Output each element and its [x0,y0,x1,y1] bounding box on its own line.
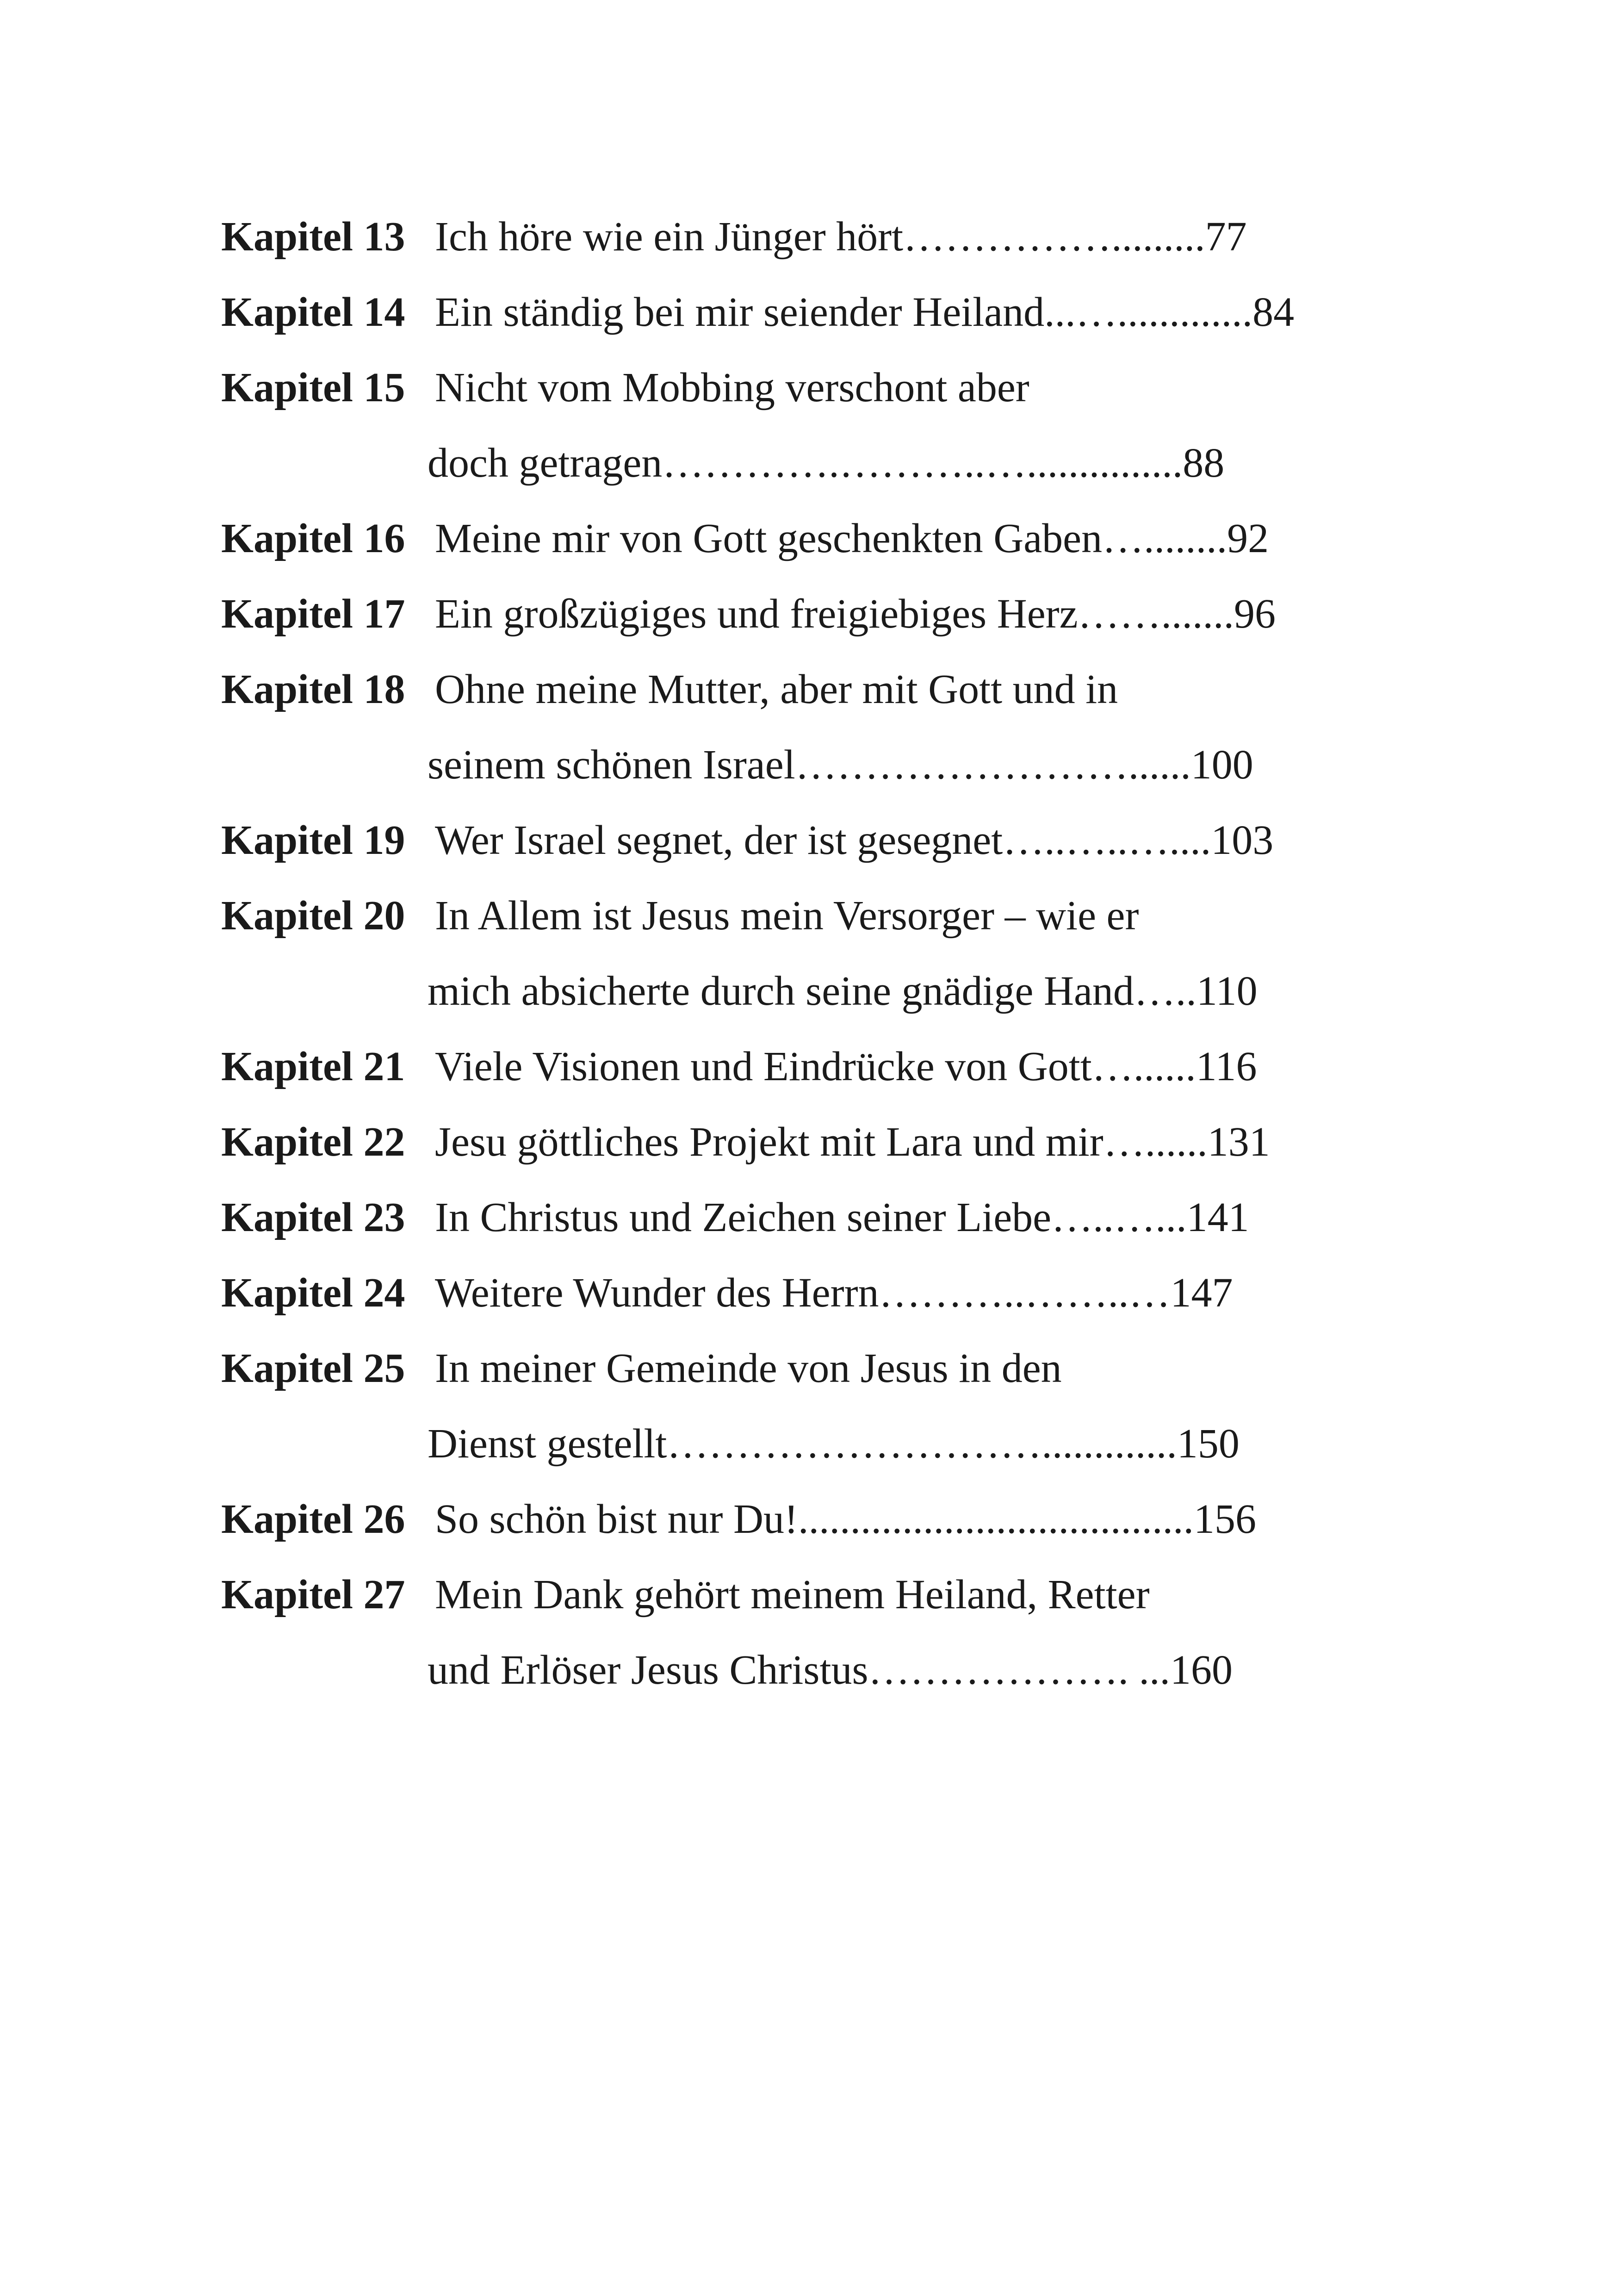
chapter-label: Kapitel 27 [221,1572,405,1618]
chapter-label: Kapitel 21 [221,1044,405,1089]
toc-entry [221,501,1424,576]
chapter-title-with-page: In meiner Gemeinde von Jesus in den [435,1345,1062,1391]
chapter-title-with-page: Mein Dank gehört meinem Heiland, Retter [435,1572,1150,1618]
chapter-title-with-page: seinem schönen Israel……………………......100 [428,742,1253,788]
chapter-label: Kapitel 22 [221,1119,405,1165]
toc-entry-continuation [221,1632,1424,1708]
chapter-title-with-page: In Allem ist Jesus mein Versorger – wie er [435,893,1139,939]
toc-entry-continuation [221,425,1424,501]
toc-entry [221,576,1424,652]
chapter-label: Kapitel 14 [221,289,405,335]
chapter-title-with-page: Weitere Wunder des Herrn………..……..…147 [435,1270,1233,1316]
toc-entry [221,803,1424,878]
chapter-label: Kapitel 13 [221,214,405,260]
toc-entry [221,199,1424,274]
toc-entry [221,350,1424,425]
toc-entry [221,1331,1424,1406]
toc-entry-continuation [221,1406,1424,1481]
chapter-label: Kapitel 17 [221,591,405,637]
chapter-title-with-page: Viele Visionen und Eindrücke von Gott…......116 [435,1044,1257,1089]
chapter-label: Kapitel 23 [221,1195,405,1240]
chapter-label: Kapitel 26 [221,1496,405,1542]
toc-entry [221,1104,1424,1180]
chapter-title-with-page: mich absicherte durch seine gnädige Hand…..110 [428,968,1258,1014]
toc-entry [221,1180,1424,1255]
toc-entry-continuation [221,727,1424,803]
toc-entry [221,1029,1424,1104]
toc-entry [221,652,1424,727]
chapter-title-with-page: Dienst gestellt……………………….............150 [428,1421,1240,1467]
toc-entry [221,1481,1424,1557]
table-of-contents [221,199,1424,1708]
chapter-title-with-page: Ich höre wie ein Jünger hört…………….........77 [435,214,1247,260]
chapter-title-with-page: So schön bist nur Du!......................................156 [435,1496,1256,1542]
toc-entry-continuation [221,953,1424,1029]
chapter-label: Kapitel 16 [221,516,405,561]
toc-entry [221,1557,1424,1632]
chapter-title-with-page: Ohne meine Mutter, aber mit Gott und in [435,666,1118,712]
toc-entry [221,878,1424,953]
chapter-label: Kapitel 24 [221,1270,405,1316]
chapter-title-with-page: Ein großzügiges und freigiebiges Herz…….......96 [435,591,1276,637]
chapter-label: Kapitel 18 [221,666,405,712]
toc-entry [221,274,1424,350]
chapter-title-with-page: doch getragen………….………..…...............88 [428,440,1225,486]
chapter-title-with-page: In Christus und Zeichen seiner Liebe…..…...141 [435,1195,1249,1240]
chapter-title-with-page: Ein ständig bei mir seiender Heiland...….............84 [435,289,1295,335]
chapter-title-with-page: Jesu göttliches Projekt mit Lara und mir…......131 [435,1119,1270,1165]
chapter-label: Kapitel 25 [221,1345,405,1391]
chapter-label: Kapitel 19 [221,817,405,863]
chapter-label: Kapitel 20 [221,893,405,939]
chapter-label: Kapitel 15 [221,365,405,411]
chapter-title-with-page: Meine mir von Gott geschenkten Gaben…........92 [435,516,1269,561]
chapter-title-with-page: Wer Israel segnet, der ist gesegnet…..…..…....103 [435,817,1274,863]
chapter-title-with-page: Nicht vom Mobbing verschont aber [435,365,1029,411]
toc-entry [221,1255,1424,1331]
chapter-title-with-page: und Erlöser Jesus Christus………………. ...160 [428,1647,1233,1693]
